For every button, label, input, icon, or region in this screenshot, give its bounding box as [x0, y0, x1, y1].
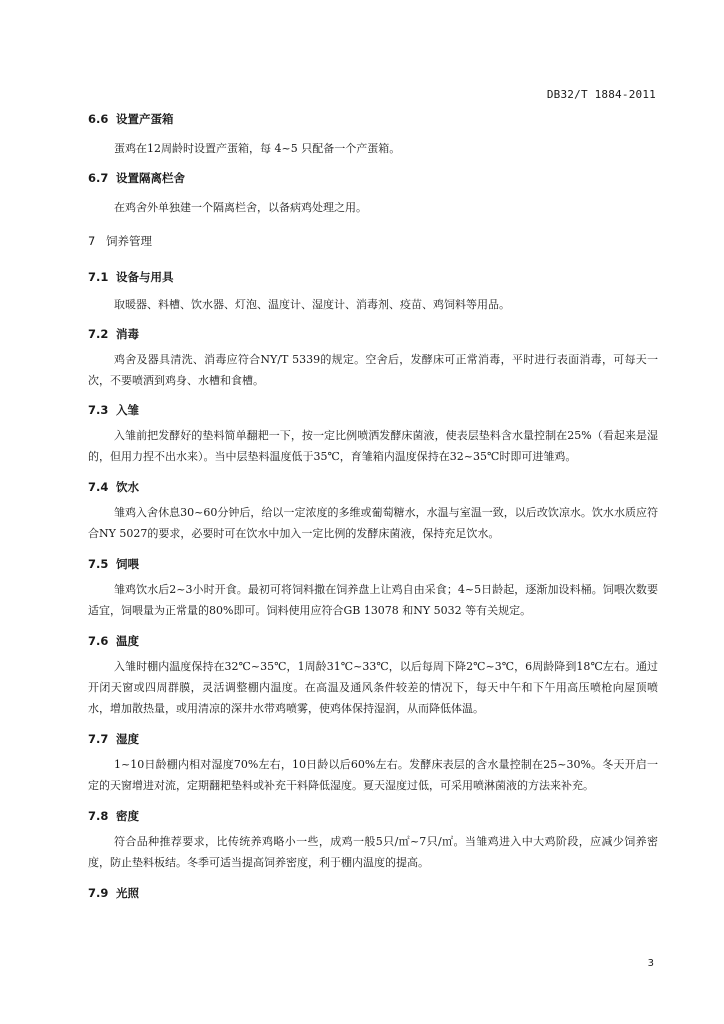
section-title: 设置隔离栏舍: [116, 171, 185, 185]
section-number: 7.3: [88, 403, 109, 417]
section-heading: [88, 268, 658, 286]
section-number: 7.1: [88, 270, 109, 284]
section-number: 7.5: [88, 557, 109, 571]
page-number: 3: [647, 958, 654, 969]
section-heading: [88, 807, 658, 825]
section-title: 饮水: [116, 480, 139, 494]
section-heading: [88, 232, 658, 250]
section-title: 湿度: [116, 732, 139, 746]
section-title: 消毒: [116, 327, 139, 341]
section-heading: [88, 555, 658, 573]
document-body: [88, 110, 658, 902]
section-heading: [88, 730, 658, 748]
section-number: 7.4: [88, 480, 109, 494]
section-number: 7.8: [88, 809, 109, 823]
section-heading: [88, 401, 658, 419]
section-number: 6.6: [88, 112, 109, 126]
section-number: 7.9: [88, 886, 109, 900]
document-code: DB32/T 1884-2011: [546, 88, 656, 101]
section-paragraph: 入雏时棚内温度保持在32℃~35℃，1周龄31℃~33℃，以后每周下降2℃~3℃，6周龄降到18℃左右。通过开闭天窗或四周群膜，灵活调整棚内温度。在高温及通风条件较差的情况下，每天中午和下午用高压喷枪向屋顶喷水，增加散热量，或用清凉的深井水带鸡喷雾，使鸡体保持湿润，从而降低体温。: [88, 660, 658, 715]
section-paragraph: 1~10日龄棚内相对湿度70%左右，10日龄以后60%左右。发酵床表层的含水量控制在25~30%。冬天开启一定的天窗增进对流，定期翻耙垫料或补充干料降低湿度。夏天湿度过低，可采用喷淋菌液的方法来补充。: [88, 758, 658, 792]
section-heading: [88, 110, 658, 128]
section-title: 密度: [116, 809, 139, 823]
section-paragraph: 蛋鸡在12周龄时设置产蛋箱，每 4~5 只配备一个产蛋箱。: [114, 142, 401, 155]
section-paragraph: 雏鸡饮水后2~3小时开食。最初可将饲料撒在饲养盘上让鸡自由采食；4~5日龄起，逐渐加设料桶。饲喂次数要适宜，饲喂量为正常量的80%即可。饲料使用应符合GB 13078 和NY 5032 等有关规定。: [88, 583, 658, 617]
section-title: 光照: [116, 886, 139, 900]
section-paragraph: 雏鸡入舍休息30~60分钟后，给以一定浓度的多维或葡萄糖水，水温与室温一致，以后改饮凉水。饮水水质应符合NY 5027的要求，必要时可在饮水中加入一定比例的发酵床菌液，保持充足饮水。: [88, 506, 658, 540]
section-heading: [88, 325, 658, 343]
section-paragraph: 入雏前把发酵好的垫料简单翻耙一下，按一定比例喷洒发酵床菌液，使表层垫料含水量控制在25%（看起来是湿的，但用力捏不出水来）。当中层垫料温度低于35℃，育雏箱内温度保持在32~35℃时即可进雏鸡。: [88, 429, 658, 463]
section-paragraph: 符合品种推荐要求，比传统养鸡略小一些，成鸡一般5只/㎡~7只/㎡。当雏鸡进入中大鸡阶段，应减少饲养密度，防止垫料板结。冬季可适当提高饲养密度，利于棚内温度的提高。: [88, 835, 658, 869]
section-title: 温度: [116, 634, 139, 648]
section-heading: [88, 632, 658, 650]
section-number: 7.6: [88, 634, 109, 648]
section-number: 7: [88, 234, 96, 248]
section-heading: [88, 478, 658, 496]
section-title: 饲喂: [116, 557, 139, 571]
section-paragraph: 在鸡舍外单独建一个隔离栏舍，以备病鸡处理之用。: [114, 201, 367, 214]
section-number: 6.7: [88, 171, 109, 185]
section-paragraph: 鸡舍及器具清洗、消毒应符合NY/T 5339的规定。空舍后，发酵床可正常消毒，平时进行表面消毒，可每天一次，不要喷洒到鸡身、水槽和食槽。: [88, 353, 658, 387]
section-number: 7.2: [88, 327, 109, 341]
section-heading: [88, 169, 658, 187]
section-title: 设置产蛋箱: [116, 112, 174, 126]
section-heading: [88, 884, 658, 902]
section-title: 入雏: [116, 403, 139, 417]
section-number: 7.7: [88, 732, 109, 746]
section-paragraph: 取暖器、料槽、饮水器、灯泡、温度计、湿度计、消毒剂、疫苗、鸡饲料等用品。: [114, 298, 510, 311]
section-title: 饲养管理: [106, 234, 152, 248]
section-title: 设备与用具: [116, 270, 174, 284]
